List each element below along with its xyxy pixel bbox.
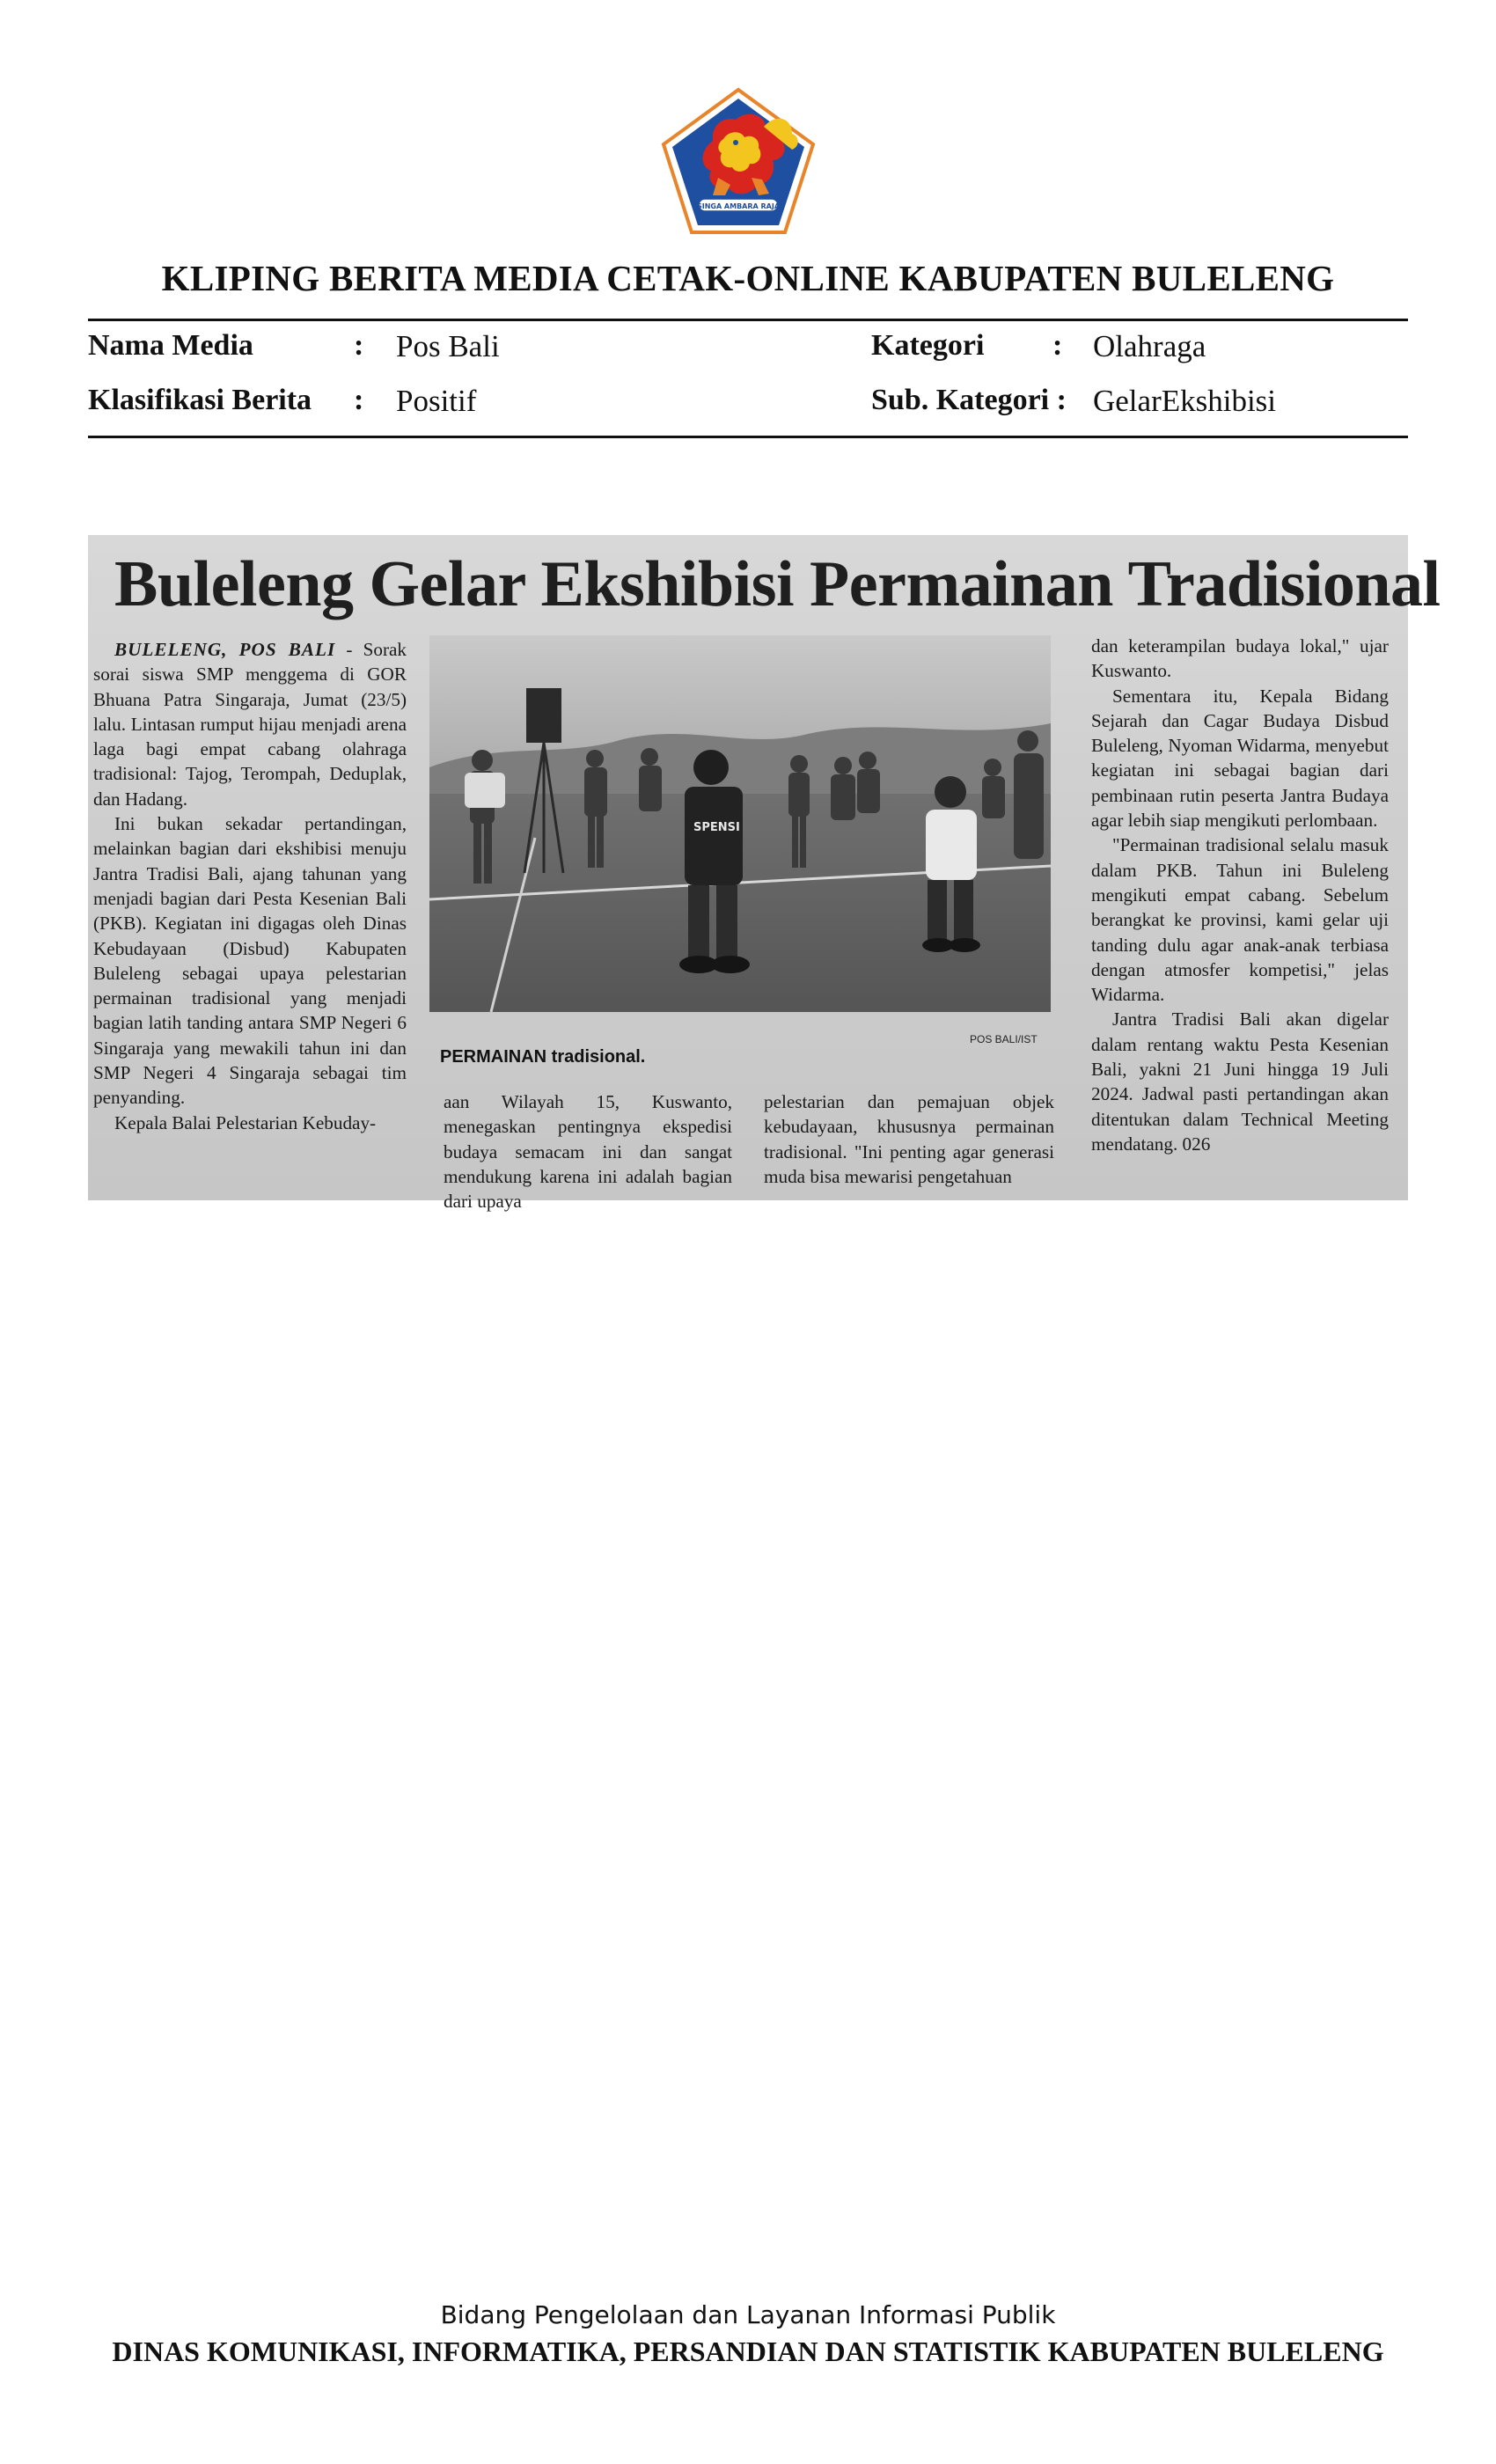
kategori-value: Olahraga xyxy=(1093,329,1206,363)
photo-caption: PERMAINAN tradisional. xyxy=(440,1047,646,1067)
kategori-label: Kategori xyxy=(871,329,985,362)
photo-illustration xyxy=(429,635,1051,1012)
article-paragraph: Jantra Tradisi Bali akan digelar dalam rentang waktu Pesta Kesenian Bali, yakni 21 Juni hingga 19 Juli 2024. Jadwal pasti pertandingan akan ditentukan dalam Technical Meeting mendatang. 026 xyxy=(1091,1008,1389,1155)
article-paragraph: aan Wilayah 15, Kuswanto, menegaskan pentingnya ekspedisi budaya semacam ini dan sangat mendukung karena ini adalah bagian dari upaya xyxy=(444,1091,732,1213)
article-column-4 xyxy=(1091,634,1389,1156)
article-column-1 xyxy=(93,637,407,1135)
header-rule-bottom xyxy=(88,436,1408,438)
klasifikasi-value: Positif xyxy=(396,384,477,418)
svg-text:SPENSI: SPENSI xyxy=(693,821,740,834)
article-column-3 xyxy=(764,1089,1054,1189)
newspaper-clipping xyxy=(88,535,1441,1213)
page-title: KLIPING BERITA MEDIA CETAK-ONLINE KABUPATEN BULELENG xyxy=(161,258,1335,298)
klasifikasi-label: Klasifikasi Berita xyxy=(88,384,312,416)
media-value: Pos Bali xyxy=(396,329,500,363)
footer-division: Bidang Pengelolaan dan Layanan Informasi Publik xyxy=(440,2300,1056,2329)
klasifikasi-colon: : xyxy=(354,384,364,416)
article-paragraph: dan keterampilan budaya lokal," ujar Kuswanto. xyxy=(1091,635,1389,682)
article-paragraph: "Permainan tradisional selalu masuk dalam PKB. Tahun ini Buleleng mengikuti empat cabang. Sebelum berangkat ke provinsi, kami gelar uji tanding dulu agar anak-anak terbiasa dengan atmosfer kompetisi," jelas Widarma. xyxy=(1091,834,1389,1006)
article-paragraph: pelestarian dan pemajuan objek kebudayaan, khususnya permainan tradisional. "Ini penting agar generasi muda bisa mewarisi pengetahuan xyxy=(764,1091,1054,1187)
kategori-colon: : xyxy=(1052,329,1063,362)
article-headline: Buleleng Gelar Ekshibisi Permainan Tradisional xyxy=(114,548,1441,620)
photo-credit: POS BALI/IST xyxy=(970,1033,1038,1045)
article-column-2 xyxy=(444,1089,732,1214)
article-paragraph: Ini bukan sekadar pertandingan, melainkan bagian dari ekshibisi menuju Jantra Tradisi Bali, ajang tahunan yang menjadi bagian dari Pesta Kesenian Bali (PKB). Kegiatan ini digagas oleh Dinas Kebudayaan (Disbud) Kabupaten Buleleng sebagai upaya pelestarian permainan tradisional yang menjadi bagian latih tanding antara SMP Negeri 6 Singaraja yang mewakili tahun ini dan SMP Negeri 4 Singaraja sebagai tim penyanding. xyxy=(93,813,407,1109)
media-colon: : xyxy=(354,329,364,362)
article-paragraph: Kepala Balai Pelestarian Kebuday- xyxy=(114,1111,377,1133)
svg-text:SINGA AMBARA RAJA: SINGA AMBARA RAJA xyxy=(696,202,781,210)
article-paragraph: Sementara itu, Kepala Bidang Sejarah dan Cagar Budaya Disbud Buleleng, Nyoman Widarma, menyebut kegiatan ini sebagai bagian dari pembinaan rutin peserta Jantra Budaya agar lebih siap mengikuti perlombaan. xyxy=(1091,685,1389,832)
subkategori-value: GelarEkshibisi xyxy=(1093,384,1277,418)
footer-agency: DINAS KOMUNIKASI, INFORMATIKA, PERSANDIAN DAN STATISTIK KABUPATEN BULELENG xyxy=(112,2336,1384,2367)
article-paragraph: - Sorak sorai siswa SMP menggema di GOR Bhuana Patra Singaraja, Jumat (23/5) lalu. Lintasan rumput hijau menjadi arena laga bagi empat cabang olahraga tradisional: Tajog, Terompah, Deduplak, dan Hadang. xyxy=(93,639,407,810)
article-dateline: BULELENG, POS BALI xyxy=(114,639,336,660)
media-label: Nama Media xyxy=(88,329,253,362)
regency-emblem-logo xyxy=(660,86,817,236)
header-rule-top xyxy=(88,319,1408,321)
article-photo xyxy=(429,635,1051,1012)
subkategori-label: Sub. Kategori : xyxy=(871,384,1067,416)
